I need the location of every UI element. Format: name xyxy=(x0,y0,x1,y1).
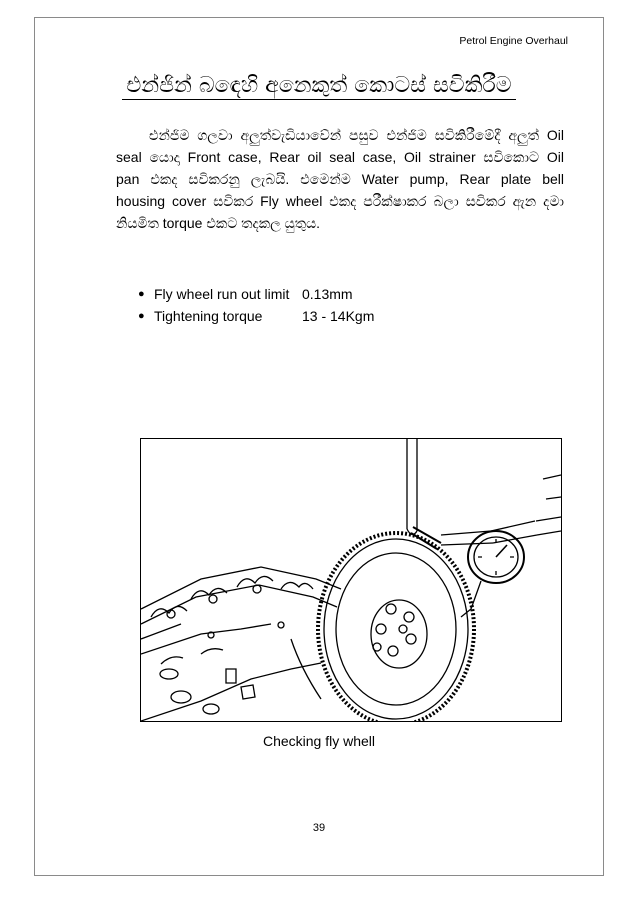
paragraph-line: housing cover සවිකර Fly wheel එකද පරීක්ෂාකර බලා සවිකර ඇන දමා xyxy=(116,193,564,209)
paragraph-line: එන්ජිම ගලවා අලුත්වැඩියාවේන් පසුව එන්ජිම සවිකිරීමේදී අලුත් Oil xyxy=(149,127,564,143)
flywheel-illustration xyxy=(140,438,562,722)
bullet-icon: ● xyxy=(138,310,145,322)
page-number: 39 xyxy=(312,822,326,834)
paragraph-line: pan එකද සවිකරනු ලැබයි. එමෙන්ම Water pump, Rear plate bell xyxy=(116,171,564,187)
dial-indicator xyxy=(407,439,561,617)
flywheel-gear xyxy=(318,533,474,721)
section-title xyxy=(0,73,638,98)
paragraph-line: seal යොදා Front case, Rear oil seal case, Oil strainer සවිකොට Oil xyxy=(116,149,564,165)
spec-label: Tightening torque xyxy=(154,308,263,324)
bullet-icon: ● xyxy=(138,288,145,300)
spec-label: Fly wheel run out limit xyxy=(154,286,290,302)
spec-item xyxy=(138,283,374,305)
spec-item xyxy=(138,305,374,327)
valve-cover-bumps xyxy=(151,576,313,618)
spec-value: 13 - 14Kgm xyxy=(302,308,375,324)
running-header: Petrol Engine Overhaul xyxy=(459,35,568,47)
spec-list xyxy=(138,283,374,327)
spec-value: 0.13mm xyxy=(302,286,353,302)
paragraph-line: නියමිත torque එකට තදකල යුතුය. xyxy=(116,215,321,231)
body-paragraph xyxy=(116,124,564,234)
figure-caption: Checking fly whell xyxy=(262,733,376,749)
section-title-text: එන්ජින් බඳෙහි අනෙකුත් කොටස් සවිකිරීම xyxy=(122,73,515,100)
